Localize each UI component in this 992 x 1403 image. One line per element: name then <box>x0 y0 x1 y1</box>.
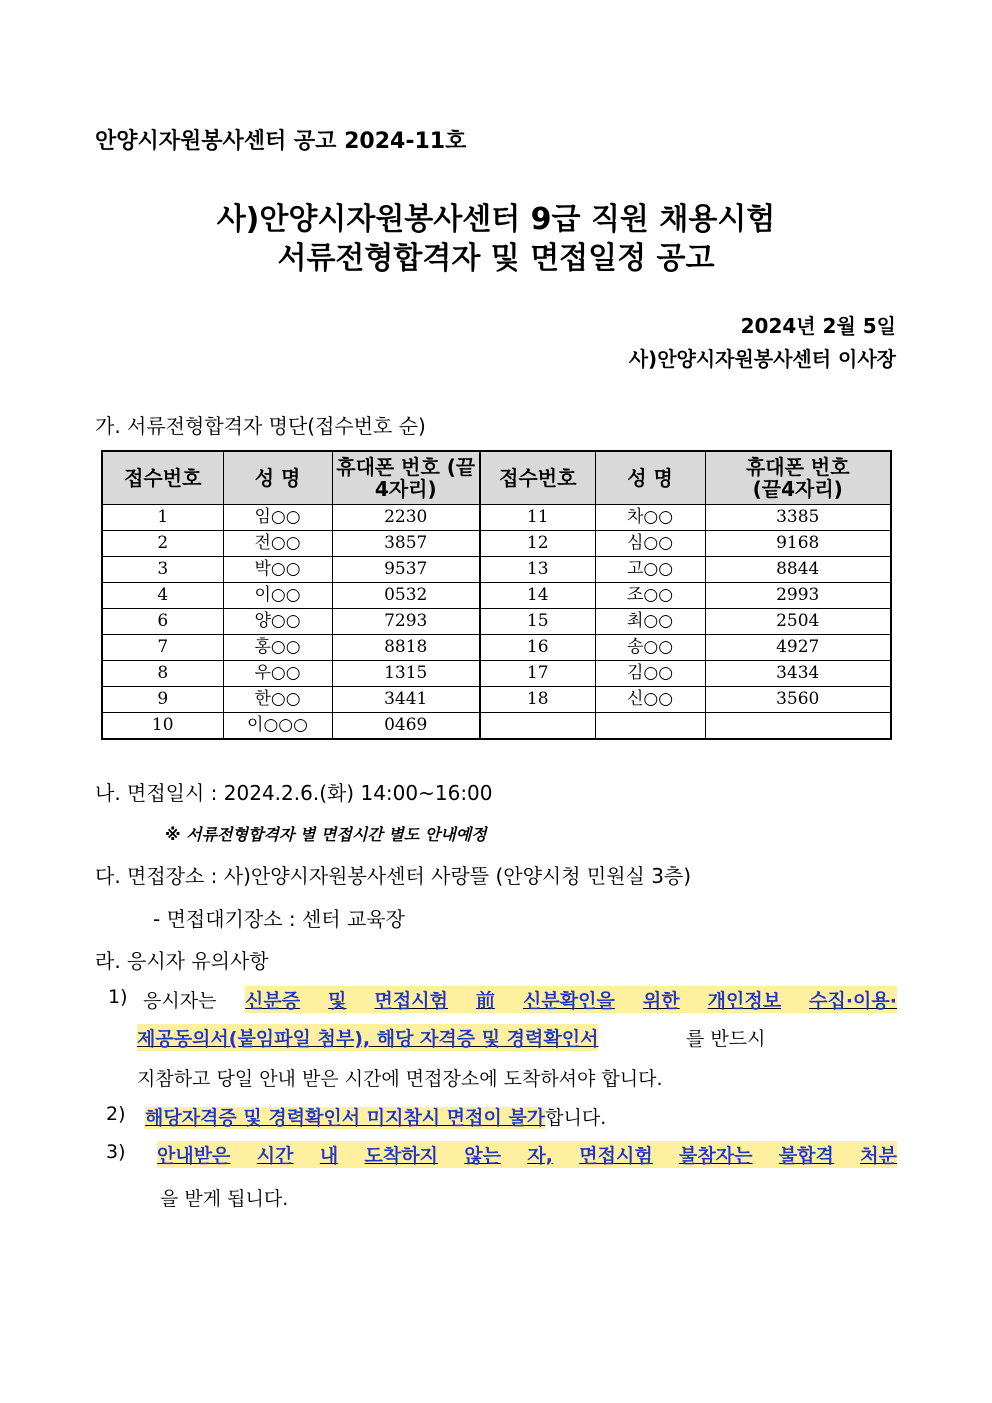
table-cell: 15 <box>480 609 595 635</box>
table-cell: 7293 <box>332 609 480 635</box>
item-number: 1) <box>108 986 128 1008</box>
table-cell: 심○○ <box>595 531 705 557</box>
item1-line3: 지참하고 당일 안내 받은 시간에 면접장소에 도착하셔야 합니다. <box>137 1068 663 1090</box>
table-cell: 전○○ <box>223 531 332 557</box>
highlight-word: 도착하지 <box>364 1145 438 1167</box>
table-cell: 4927 <box>705 635 891 661</box>
item3-highlight <box>157 1141 897 1168</box>
title-line-2: 서류전형합격자 및 면접일정 공고 <box>277 241 715 276</box>
item1-prefix: 응시자는 <box>143 990 217 1012</box>
table-cell: 양○○ <box>223 609 332 635</box>
highlight-word: 신분증 <box>245 990 301 1012</box>
highlight-word: 시간 <box>256 1145 294 1167</box>
table-cell: 차○○ <box>595 505 705 531</box>
table-cell: 3560 <box>705 687 891 713</box>
item1-highlight-line2: 제공동의서(붙임파일 첨부), 해당 자격증 및 경력확인서 <box>137 1024 598 1051</box>
column-header-text: 휴대폰 번호 (끝4자리) <box>745 455 850 501</box>
waiting-room: - 면접대기장소 : 센터 교육장 <box>153 907 405 931</box>
table-cell: 홍○○ <box>223 635 332 661</box>
table-cell: 신○○ <box>595 687 705 713</box>
table-cell: 14 <box>480 583 595 609</box>
title-line-1: 사)안양시자원봉사센터 9급 직원 채용시험 <box>216 202 776 237</box>
table-cell <box>595 713 705 740</box>
table-cell: 10 <box>102 713 223 740</box>
item2-suffix: 합니다. <box>545 1107 607 1129</box>
table-header-row <box>102 451 891 505</box>
table-row <box>102 557 891 583</box>
section-d-heading: 라. 응시자 유의사항 <box>95 949 269 973</box>
table-cell: 임○○ <box>223 505 332 531</box>
table-cell: 송○○ <box>595 635 705 661</box>
table-cell: 4 <box>102 583 223 609</box>
table-row <box>102 505 891 531</box>
section-a-heading: 가. 서류전형합격자 명단(접수번호 순) <box>95 414 426 438</box>
applicant-table <box>101 450 892 740</box>
table-row <box>102 609 891 635</box>
table-cell: 3434 <box>705 661 891 687</box>
table-cell: 1315 <box>332 661 480 687</box>
table-row <box>102 713 891 740</box>
table-cell: 최○○ <box>595 609 705 635</box>
item1-highlight-line1 <box>245 986 897 1013</box>
issuer: 사)안양시자원봉사센터 이사장 <box>628 347 896 371</box>
item-number: 3) <box>106 1141 126 1163</box>
column-header <box>705 451 891 505</box>
column-header: 접수번호 <box>480 451 595 505</box>
highlight-word: 안내받은 <box>157 1145 231 1167</box>
table-cell: 박○○ <box>223 557 332 583</box>
section-c-interview-location: 다. 면접장소 : 사)안양시자원봉사센터 사랑뜰 (안양시청 민원실 3층) <box>95 864 692 888</box>
table-cell: 9168 <box>705 531 891 557</box>
item3-line2: 을 받게 됩니다. <box>160 1188 289 1210</box>
table-cell: 이○○ <box>223 583 332 609</box>
highlight-word: 수집·이용· <box>809 990 897 1012</box>
column-header: 성 명 <box>595 451 705 505</box>
table-cell: 조○○ <box>595 583 705 609</box>
table-cell: 2 <box>102 531 223 557</box>
table-cell <box>480 713 595 740</box>
column-header-text: 휴대폰 번호 (끝4자리) <box>336 455 476 501</box>
item-number: 2) <box>106 1103 126 1125</box>
table-cell: 우○○ <box>223 661 332 687</box>
table-cell: 8818 <box>332 635 480 661</box>
highlight-word: 신분확인을 <box>523 990 615 1012</box>
table-row <box>102 661 891 687</box>
table-cell: 13 <box>480 557 595 583</box>
table-cell: 1 <box>102 505 223 531</box>
highlight-word: 내 <box>319 1145 339 1167</box>
item1-suffix: 를 반드시 <box>686 1028 766 1050</box>
highlight-word: 前 <box>475 990 495 1012</box>
interview-time-note: ※ 서류전형합격자 별 면접시간 별도 안내예정 <box>165 825 487 844</box>
table-row <box>102 687 891 713</box>
table-cell: 7 <box>102 635 223 661</box>
highlight-word: 개인정보 <box>707 990 782 1012</box>
table-cell: 16 <box>480 635 595 661</box>
table-cell: 11 <box>480 505 595 531</box>
highlight-word: 처분 <box>860 1145 897 1167</box>
table-cell: 김○○ <box>595 661 705 687</box>
table-cell: 한○○ <box>223 687 332 713</box>
item2-text <box>145 1103 606 1130</box>
highlight-word: 위한 <box>642 990 680 1012</box>
column-header <box>332 451 480 505</box>
table-cell: 0469 <box>332 713 480 740</box>
table-cell: 2230 <box>332 505 480 531</box>
table-cell: 고○○ <box>595 557 705 583</box>
table-cell: 18 <box>480 687 595 713</box>
notice-number: 안양시자원봉사센터 공고 2024-11호 <box>95 129 467 154</box>
table-row <box>102 531 891 557</box>
highlight-word: 불합격 <box>778 1145 834 1167</box>
table-cell: 8 <box>102 661 223 687</box>
table-cell: 이○○○ <box>223 713 332 740</box>
table-cell: 2993 <box>705 583 891 609</box>
table-cell: 3 <box>102 557 223 583</box>
table-cell: 8844 <box>705 557 891 583</box>
table-cell: 17 <box>480 661 595 687</box>
table-cell: 3857 <box>332 531 480 557</box>
column-header: 접수번호 <box>102 451 223 505</box>
highlight-word: 자, <box>527 1145 553 1167</box>
highlight-word: 않는 <box>464 1145 502 1167</box>
table-cell: 9 <box>102 687 223 713</box>
highlight-word: 불참자는 <box>679 1145 753 1167</box>
table-cell: 9537 <box>332 557 480 583</box>
table-cell <box>705 713 891 740</box>
table-cell: 12 <box>480 531 595 557</box>
section-b-interview-datetime: 나. 면접일시 : 2024.2.6.(화) 14:00~16:00 <box>95 781 493 805</box>
highlight-word: 면접시험 <box>374 990 448 1012</box>
table-cell: 6 <box>102 609 223 635</box>
table-row <box>102 583 891 609</box>
highlight-word: 면접시험 <box>579 1145 653 1167</box>
column-header: 성 명 <box>223 451 332 505</box>
notice-date: 2024년 2월 5일 <box>740 314 896 338</box>
table-cell: 3385 <box>705 505 891 531</box>
table-cell: 0532 <box>332 583 480 609</box>
item2-highlight: 해당자격증 및 경력확인서 미지참시 면접이 불가 <box>145 1107 546 1129</box>
highlight-word: 및 <box>328 990 347 1012</box>
table-row <box>102 635 891 661</box>
table-cell: 2504 <box>705 609 891 635</box>
table-cell: 3441 <box>332 687 480 713</box>
